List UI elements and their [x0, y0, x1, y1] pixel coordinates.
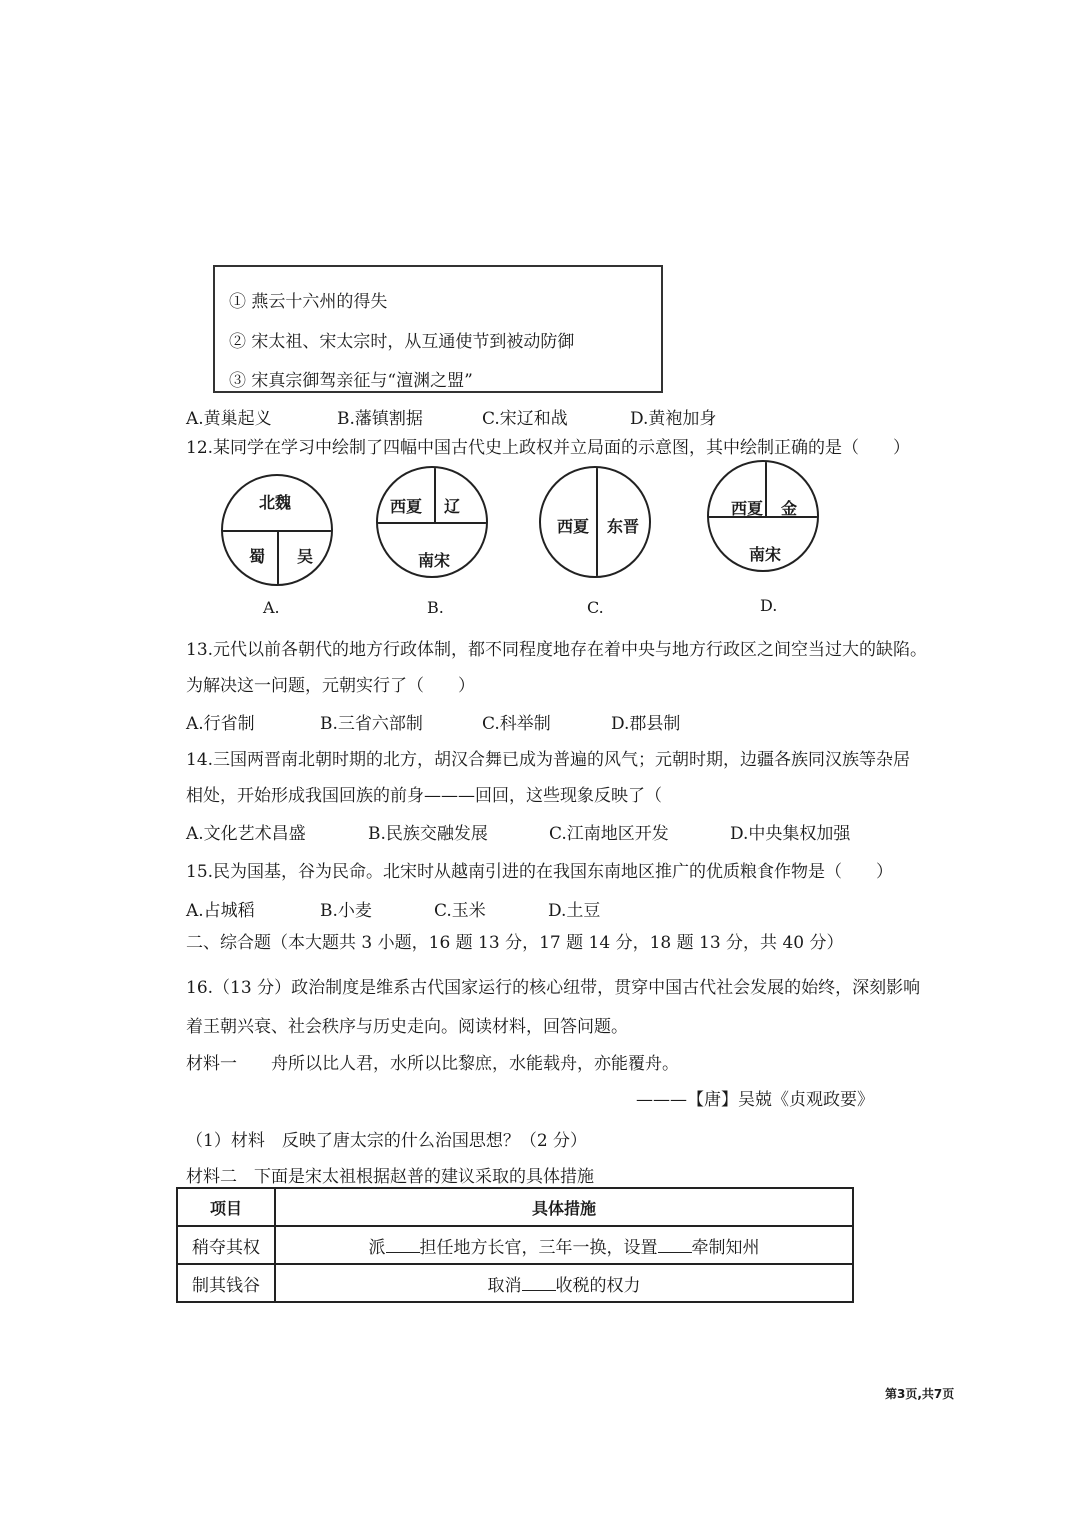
- table-row: [177, 1264, 853, 1302]
- q15-option-d: D.土豆: [548, 901, 601, 921]
- q13-option-c: C.科举制: [482, 714, 551, 734]
- circle-d-label-left: 西夏: [731, 499, 764, 518]
- table-cell-measure: [275, 1264, 853, 1302]
- q11-option-d: D.黄袍加身: [630, 409, 717, 429]
- diagram-circle-c: [539, 466, 651, 578]
- q15-line-1: 15.民为国基，谷为民命。北宋时从越南引进的在我国东南地区推广的优质粮食作物是（ ）: [186, 862, 894, 882]
- circle-d-option: D.: [760, 596, 778, 615]
- table-header-row: [177, 1188, 853, 1226]
- q13-option-a: A.行省制: [186, 714, 255, 734]
- circle-c-label-right: 东晋: [607, 517, 640, 536]
- circle-d-label-bottom: 南宋: [749, 545, 782, 564]
- diagram-circle-d: [707, 460, 819, 572]
- q16-line-2: 着王朝兴衰、社会秩序与历史走向。阅读材料，回答问题。: [186, 1017, 628, 1037]
- q11-option-b: B.藩镇割据: [337, 409, 423, 429]
- table-cell-measure: [275, 1226, 853, 1264]
- q16-source-citation: ———【唐】吴兢《贞观政要》: [636, 1090, 874, 1110]
- diagram-circle-b: [376, 466, 488, 578]
- diagram-circle-a: [221, 474, 333, 586]
- q14-option-b: B.民族交融发展: [368, 824, 488, 844]
- q13-option-d: D.郡县制: [611, 714, 681, 734]
- table-cell-item: 稍夺其权: [177, 1226, 275, 1264]
- table-header-item: 项目: [177, 1188, 275, 1226]
- circle-b-label-right: 辽: [444, 497, 461, 516]
- q14-option-d: D.中央集权加强: [730, 824, 851, 844]
- q11-option-a: A.黄巢起义: [186, 409, 272, 429]
- q13-line-1: 13.元代以前各朝代的地方行政体制，都不同程度地存在着中央与地方行政区之间空当过大的缺陷。: [186, 640, 928, 660]
- q14-line-2: 相处，开始形成我国回族的前身———回回，这些现象反映了（: [186, 786, 662, 806]
- event-list-box: [213, 265, 663, 393]
- circle-b-label-bottom: 南宋: [418, 551, 451, 570]
- circle-b-option: B.: [427, 598, 444, 617]
- q15-option-c: C.玉米: [434, 901, 486, 921]
- q14-option-c: C.江南地区开发: [549, 824, 669, 844]
- measure-text: 派: [368, 1237, 386, 1258]
- measures-table: [176, 1187, 854, 1303]
- q12-stem: 12.某同学在学习中绘制了四幅中国古代史上政权并立局面的示意图，其中绘制正确的是（ ）: [186, 438, 911, 458]
- measure-text: 收税的权力: [555, 1275, 641, 1296]
- circle-b-label-left: 西夏: [390, 497, 423, 516]
- page-number: 第3页,共7页: [885, 1387, 955, 1401]
- measure-text: 牵制知州: [691, 1237, 760, 1258]
- answer-blank[interactable]: [522, 1276, 556, 1291]
- table-header-measures: 具体措施: [275, 1188, 853, 1226]
- table-row: [177, 1226, 853, 1264]
- table-cell-item: 制其钱谷: [177, 1264, 275, 1302]
- section-2-heading: 二、综合题（本大题共 3 小题，16 题 13 分，17 题 14 分，18 题 13 分，共 40 分）: [186, 933, 844, 953]
- q13-line-2: 为解决这一问题，元朝实行了（ ）: [186, 676, 475, 696]
- q11-option-c: C.宋辽和战: [482, 409, 568, 429]
- circle-c-label-left: 西夏: [557, 517, 590, 536]
- q15-option-b: B.小麦: [320, 901, 372, 921]
- q16-material-2: 材料二 下面是宋太祖根据赵普的建议采取的具体措施: [186, 1167, 594, 1187]
- q16-material-1: 材料一 舟所以比人君，水所以比黎庶，水能载舟，亦能覆舟。: [186, 1054, 679, 1074]
- q13-option-b: B.三省六部制: [320, 714, 423, 734]
- measure-text: 取消: [487, 1275, 522, 1296]
- q15-option-a: A.占城稻: [186, 901, 255, 921]
- answer-blank[interactable]: [658, 1238, 692, 1253]
- circle-d-label-right: 金: [781, 499, 798, 518]
- measure-text: 担任地方长官，三年一换，设置: [419, 1237, 658, 1258]
- q14-option-a: A.文化艺术昌盛: [186, 824, 306, 844]
- circle-c-option: C.: [587, 598, 604, 617]
- circle-a-label-top: 北魏: [259, 493, 292, 512]
- box-item-1: ① 燕云十六州的得失: [229, 292, 388, 312]
- circle-a-label-left: 蜀: [249, 547, 266, 566]
- box-item-3: ③ 宋真宗御驾亲征与“澶渊之盟”: [229, 371, 473, 391]
- circle-a-label-right: 吴: [297, 547, 314, 566]
- q16-subquestion-1: （1）材料 反映了唐太宗的什么治国思想？（2 分）: [186, 1131, 588, 1151]
- box-item-2: ② 宋太祖、宋太宗时，从互通使节到被动防御: [229, 332, 575, 352]
- q14-line-1: 14.三国两晋南北朝时期的北方，胡汉合舞已成为普遍的风气；元朝时期，边疆各族同汉族等杂居: [186, 750, 911, 770]
- answer-blank[interactable]: [386, 1238, 420, 1253]
- circle-a-option: A.: [263, 598, 280, 617]
- q16-line-1: 16.（13 分）政治制度是维系古代国家运行的核心纽带，贯穿中国古代社会发展的始终，深刻影响: [186, 978, 921, 998]
